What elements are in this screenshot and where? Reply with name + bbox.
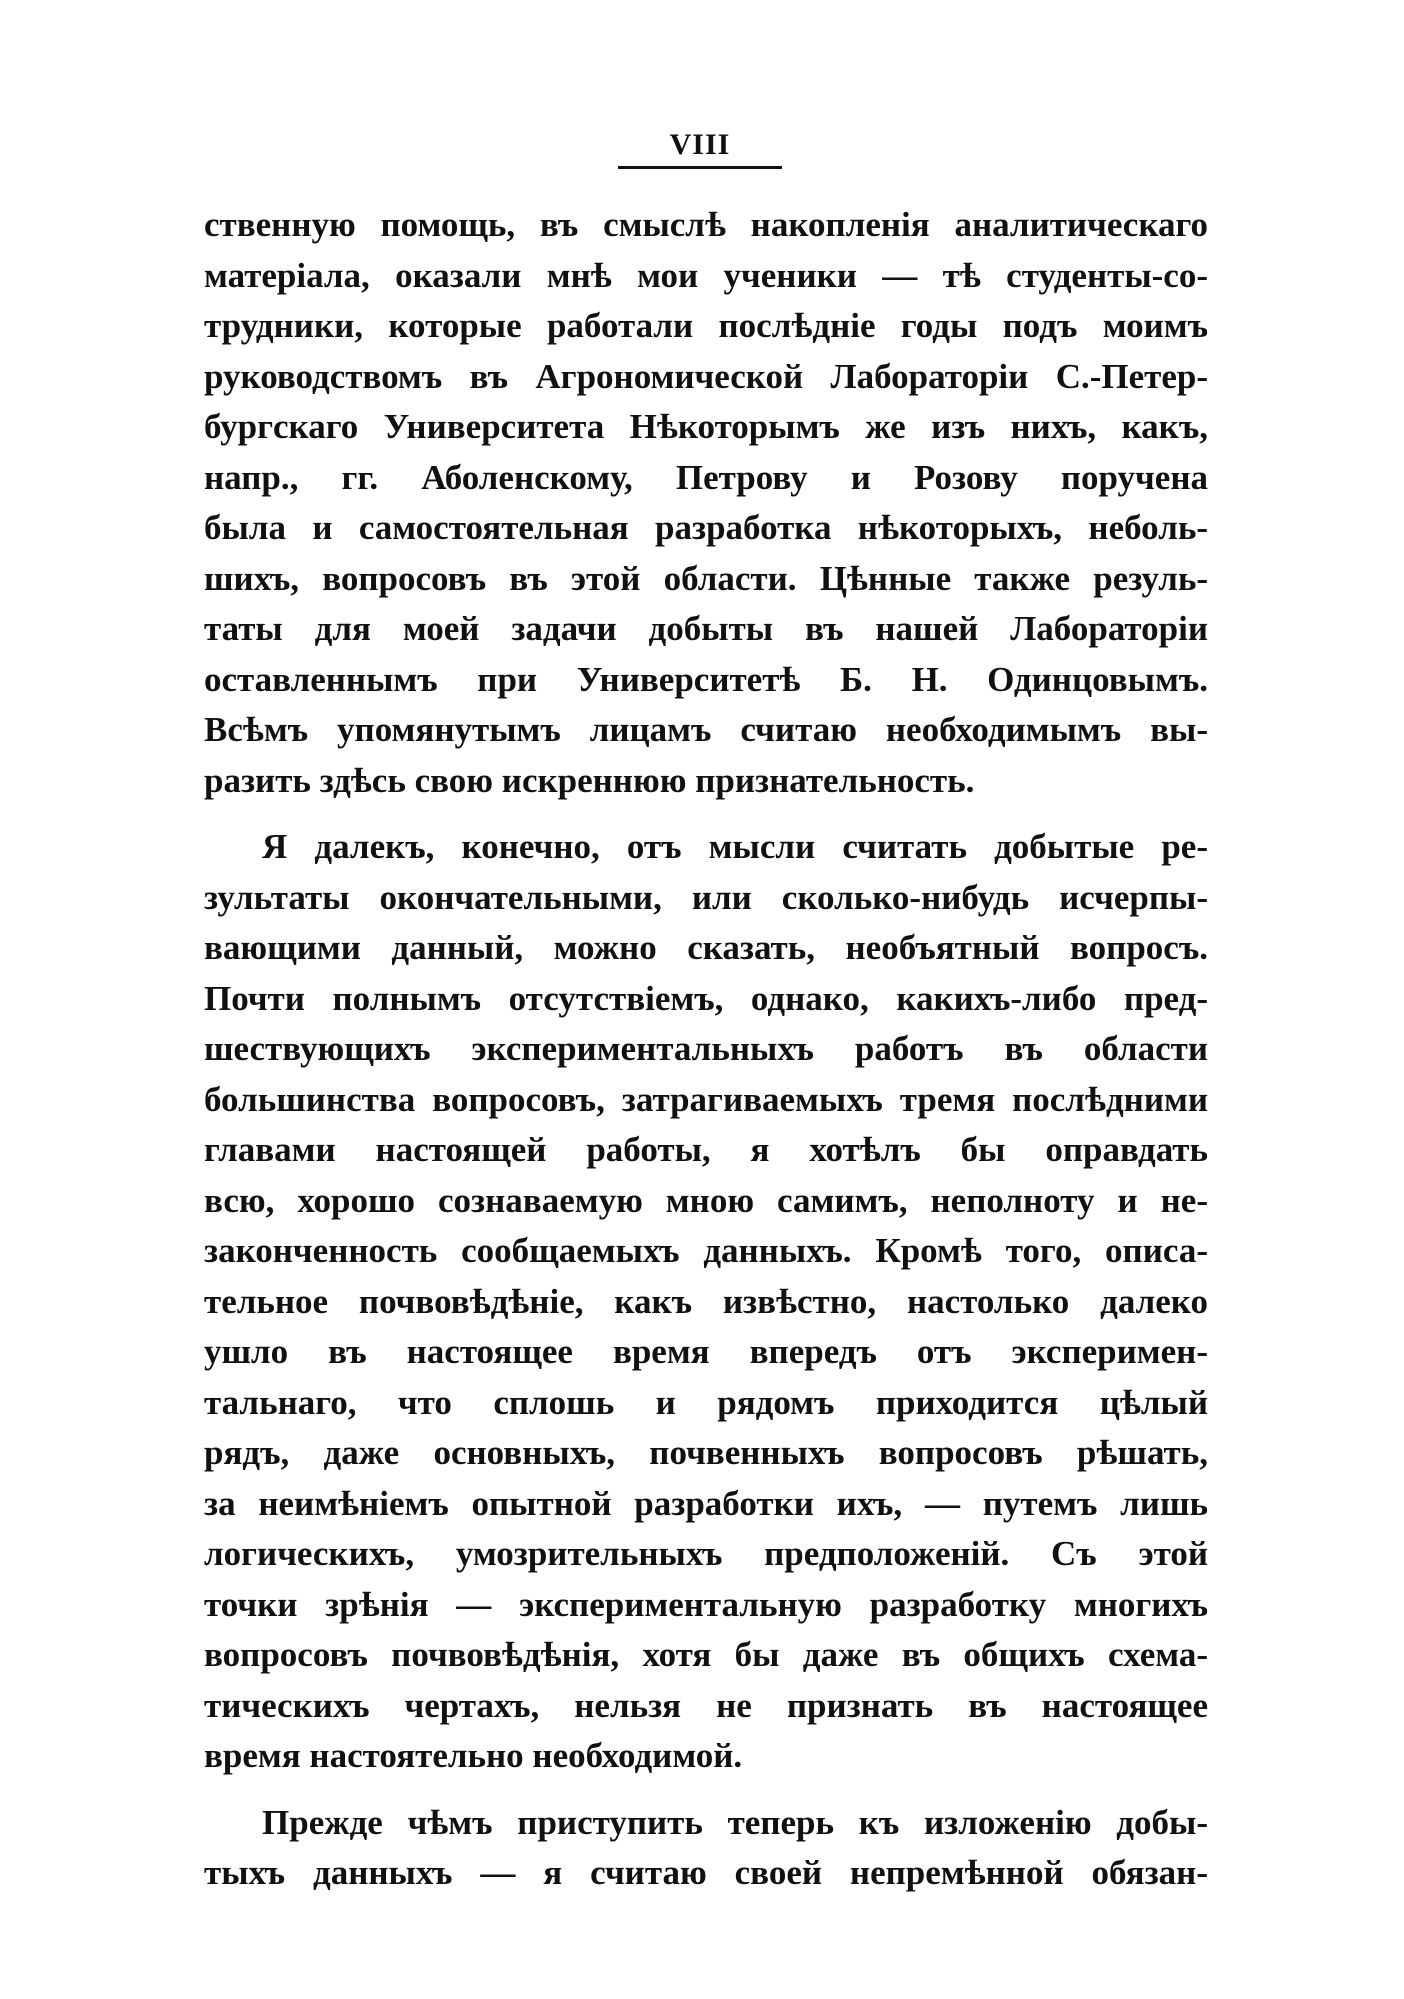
text-line: была и самостоятельная разработка нѣкоторыхъ, неболь- xyxy=(204,508,1208,547)
text-line: трудники, которые работали послѣдніе годы подъ моимъ xyxy=(204,306,1208,345)
text-line: время настоятельно необходимой. xyxy=(204,1736,743,1775)
text-line: шествующихъ экспериментальныхъ работъ въ области xyxy=(204,1029,1208,1068)
text-line: шихъ, вопросовъ въ этой области. Цѣнные также резуль- xyxy=(204,558,1208,598)
text-line: ственную помощь, въ смыслѣ накопленія аналитическаго xyxy=(204,205,1208,244)
text-line: напр., гг. Аболенскому, Петрову и Розову поручена xyxy=(204,457,1208,497)
text-line: Всѣмъ упомянутымъ лицамъ считаю необходимымъ вы- xyxy=(204,710,1208,749)
text-line: Я далекъ, конечно, отъ мысли считать добытые ре- xyxy=(262,827,1208,866)
page-number-rule xyxy=(618,166,782,169)
paragraph-obligation xyxy=(204,1798,1208,1899)
text-line: Прежде чѣмъ приступить теперь къ изложенію добы- xyxy=(262,1802,1208,1842)
text-line: руководствомъ въ Агрономической Лабораторіи С.-Петер- xyxy=(204,356,1208,396)
text-line: точки зрѣнія — экспериментальную разработку многихъ xyxy=(204,1584,1208,1624)
text-line: всю, хорошо сознаваемую мною самимъ, неполноту и не- xyxy=(204,1180,1208,1220)
paragraph-limitations xyxy=(204,822,1208,1782)
text-line: тельное почвовѣдѣніе, какъ извѣстно, настолько далеко xyxy=(204,1281,1208,1321)
paragraph-acknowledgements xyxy=(204,200,1208,806)
text-line: вающими данный, можно сказать, необъятный вопросъ. xyxy=(204,928,1208,967)
text-line: тыхъ данныхъ — я считаю своей непремѣнной обязан- xyxy=(204,1853,1208,1892)
text-line: вопросовъ почвовѣдѣнія, хотя бы даже въ общихъ схема- xyxy=(204,1635,1208,1674)
text-line: логическихъ, умозрительныхъ предположеній. Съ этой xyxy=(204,1534,1208,1573)
page-number: VIII xyxy=(669,128,731,161)
text-line: ушло въ настоящее время впередъ отъ эксперимен- xyxy=(204,1332,1208,1371)
text-line: главами настоящей работы, я хотѣлъ бы оправдать xyxy=(204,1130,1208,1169)
text-line: тальнаго, что сплошь и рядомъ приходится цѣлый xyxy=(204,1382,1208,1422)
text-line: таты для моей задачи добыты въ нашей Лабораторіи xyxy=(204,609,1208,648)
text-line: законченность сообщаемыхъ данныхъ. Кромѣ того, описа- xyxy=(204,1231,1208,1270)
text-line: рядъ, даже основныхъ, почвенныхъ вопросовъ рѣшать, xyxy=(204,1433,1208,1472)
text-line: матеріала, оказали мнѣ мои ученики — тѣ студенты-со- xyxy=(204,255,1208,295)
text-line: бургскаго Университета Нѣкоторымъ же изъ нихъ, какъ, xyxy=(204,407,1208,446)
text-line: Почти полнымъ отсутствіемъ, однако, какихъ-либо пред- xyxy=(204,978,1208,1018)
text-line: тическихъ чертахъ, нельзя не признать въ настоящее xyxy=(204,1685,1208,1725)
body-text xyxy=(204,200,1208,1899)
text-line: большинства вопросовъ, затрагиваемыхъ тремя послѣдними xyxy=(204,1079,1208,1119)
text-line: зультаты окончательными, или сколько-нибудь исчерпы- xyxy=(204,877,1208,917)
text-line: за неимѣніемъ опытной разработки ихъ, — путемъ лишь xyxy=(204,1483,1208,1523)
text-line: оставленнымъ при Университетѣ Б. Н. Одинцовымъ. xyxy=(204,659,1208,699)
text-line: разить здѣсь свою искреннюю признательность. xyxy=(204,760,975,800)
